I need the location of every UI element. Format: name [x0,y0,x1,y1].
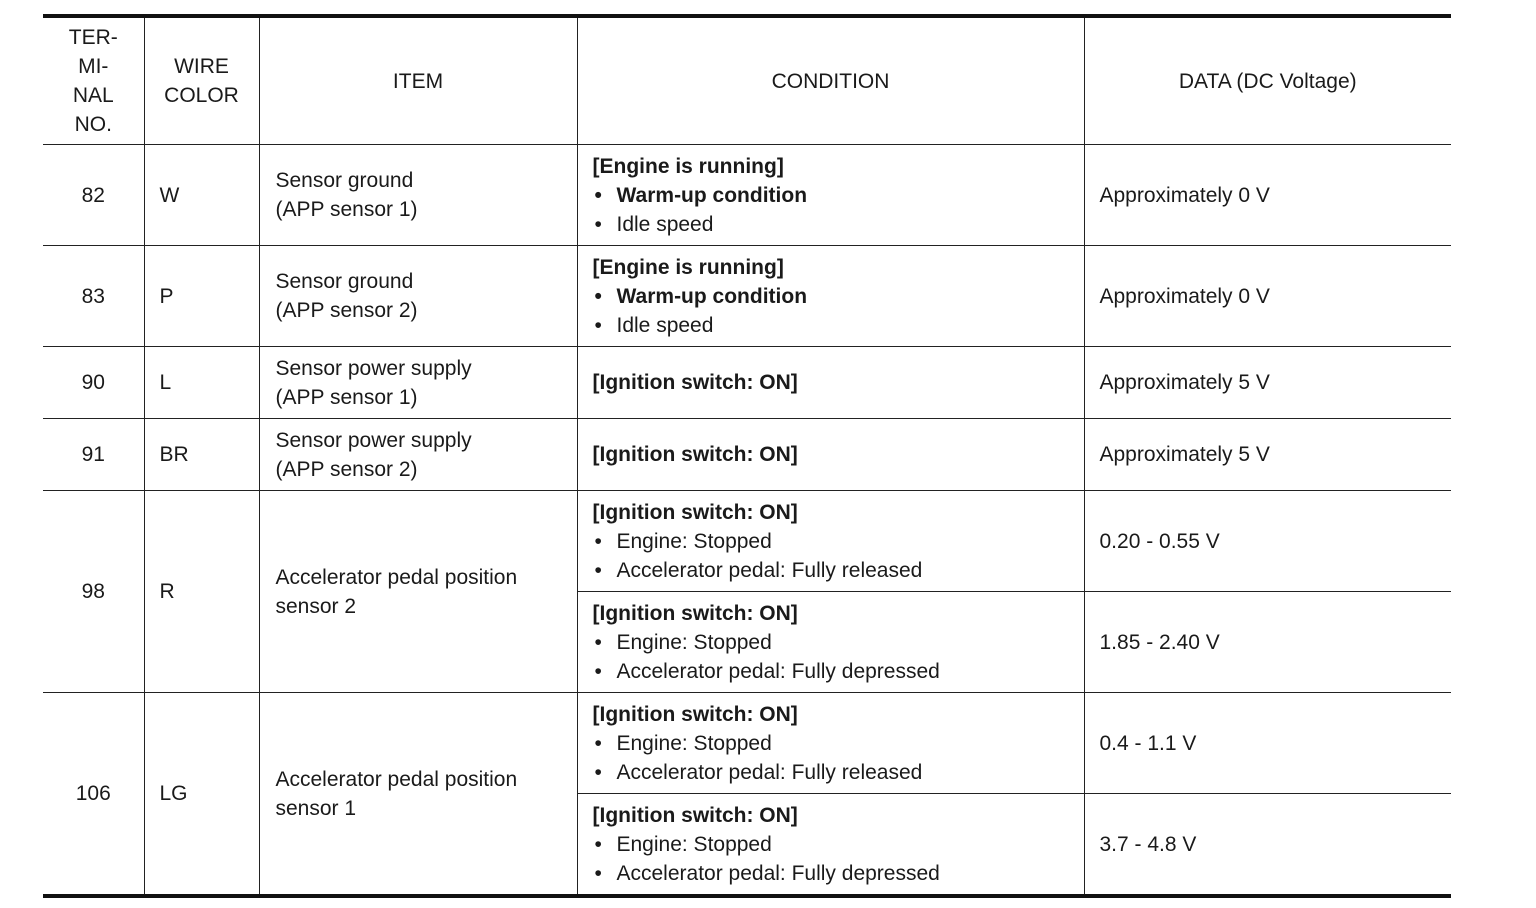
condition-bullet: • Engine: Stopped [594,731,772,755]
condition-bullet: • Accelerator pedal: Fully depressed [594,659,940,683]
dc-voltage-value: Approximately 0 V [1084,145,1451,246]
condition-bullet: • Warm-up condition [594,183,808,207]
condition-bullet: • Engine: Stopped [594,630,772,654]
dc-voltage-value: Approximately 0 V [1084,246,1451,347]
condition-bullet: • Idle speed [594,212,714,236]
table-row [43,145,1451,246]
wire-color: R [144,491,259,693]
condition-cell [577,592,1084,693]
header-terminal-no: TER- MI- NAL NO. [43,16,144,145]
condition-bullet: • Warm-up condition [594,284,808,308]
item-description: Sensor ground (APP sensor 2) [259,246,577,347]
condition-cell [577,145,1084,246]
item-description: Accelerator pedal position sensor 1 [259,693,577,897]
terminal-no: 83 [43,246,144,347]
dc-voltage-value: 0.4 - 1.1 V [1084,693,1451,794]
condition-title: [Ignition switch: ON] [592,702,798,726]
wire-color: P [144,246,259,347]
condition-title: [Engine is running] [592,154,784,178]
item-description: Sensor power supply (APP sensor 1) [259,347,577,419]
terminal-no: 91 [43,419,144,491]
item-description: Sensor ground (APP sensor 1) [259,145,577,246]
wire-color: BR [144,419,259,491]
dc-voltage-value: 0.20 - 0.55 V [1084,491,1451,592]
header-condition: CONDITION [577,16,1084,145]
table-row [43,246,1451,347]
header-item: ITEM [259,16,577,145]
condition-bullet: • Engine: Stopped [594,529,772,553]
table-row [43,693,1451,794]
dc-voltage-value: Approximately 5 V [1084,347,1451,419]
condition-title: [Ignition switch: ON] [592,803,798,827]
condition-cell [577,794,1084,897]
table-header-row [43,16,1451,145]
condition-bullet: • Accelerator pedal: Fully released [594,760,923,784]
wire-color: W [144,145,259,246]
terminal-no: 82 [43,145,144,246]
dc-voltage-value: 3.7 - 4.8 V [1084,794,1451,897]
header-wire-color: WIRE COLOR [144,16,259,145]
dc-voltage-value: 1.85 - 2.40 V [1084,592,1451,693]
condition-cell [577,491,1084,592]
condition-title: [Ignition switch: ON] [592,601,798,625]
condition-cell [577,347,1084,419]
condition-title: [Ignition switch: ON] [592,443,798,466]
item-description: Accelerator pedal position sensor 2 [259,491,577,693]
condition-cell [577,246,1084,347]
table-row [43,419,1451,491]
terminal-no: 90 [43,347,144,419]
condition-title: [Ignition switch: ON] [592,371,798,394]
table-row [43,491,1451,592]
terminal-no: 98 [43,491,144,693]
condition-cell [577,693,1084,794]
table-row [43,347,1451,419]
dc-voltage-value: Approximately 5 V [1084,419,1451,491]
condition-title: [Engine is running] [592,255,784,279]
condition-bullet: • Accelerator pedal: Fully depressed [594,861,940,885]
header-data: DATA (DC Voltage) [1084,16,1451,145]
condition-bullet: • Accelerator pedal: Fully released [594,558,923,582]
condition-cell [577,419,1084,491]
condition-bullet: • Idle speed [594,313,714,337]
ecm-terminal-table [43,14,1451,898]
wire-color: LG [144,693,259,897]
wire-color: L [144,347,259,419]
terminal-no: 106 [43,693,144,897]
item-description: Sensor power supply (APP sensor 2) [259,419,577,491]
condition-title: [Ignition switch: ON] [592,500,798,524]
condition-bullet: • Engine: Stopped [594,832,772,856]
